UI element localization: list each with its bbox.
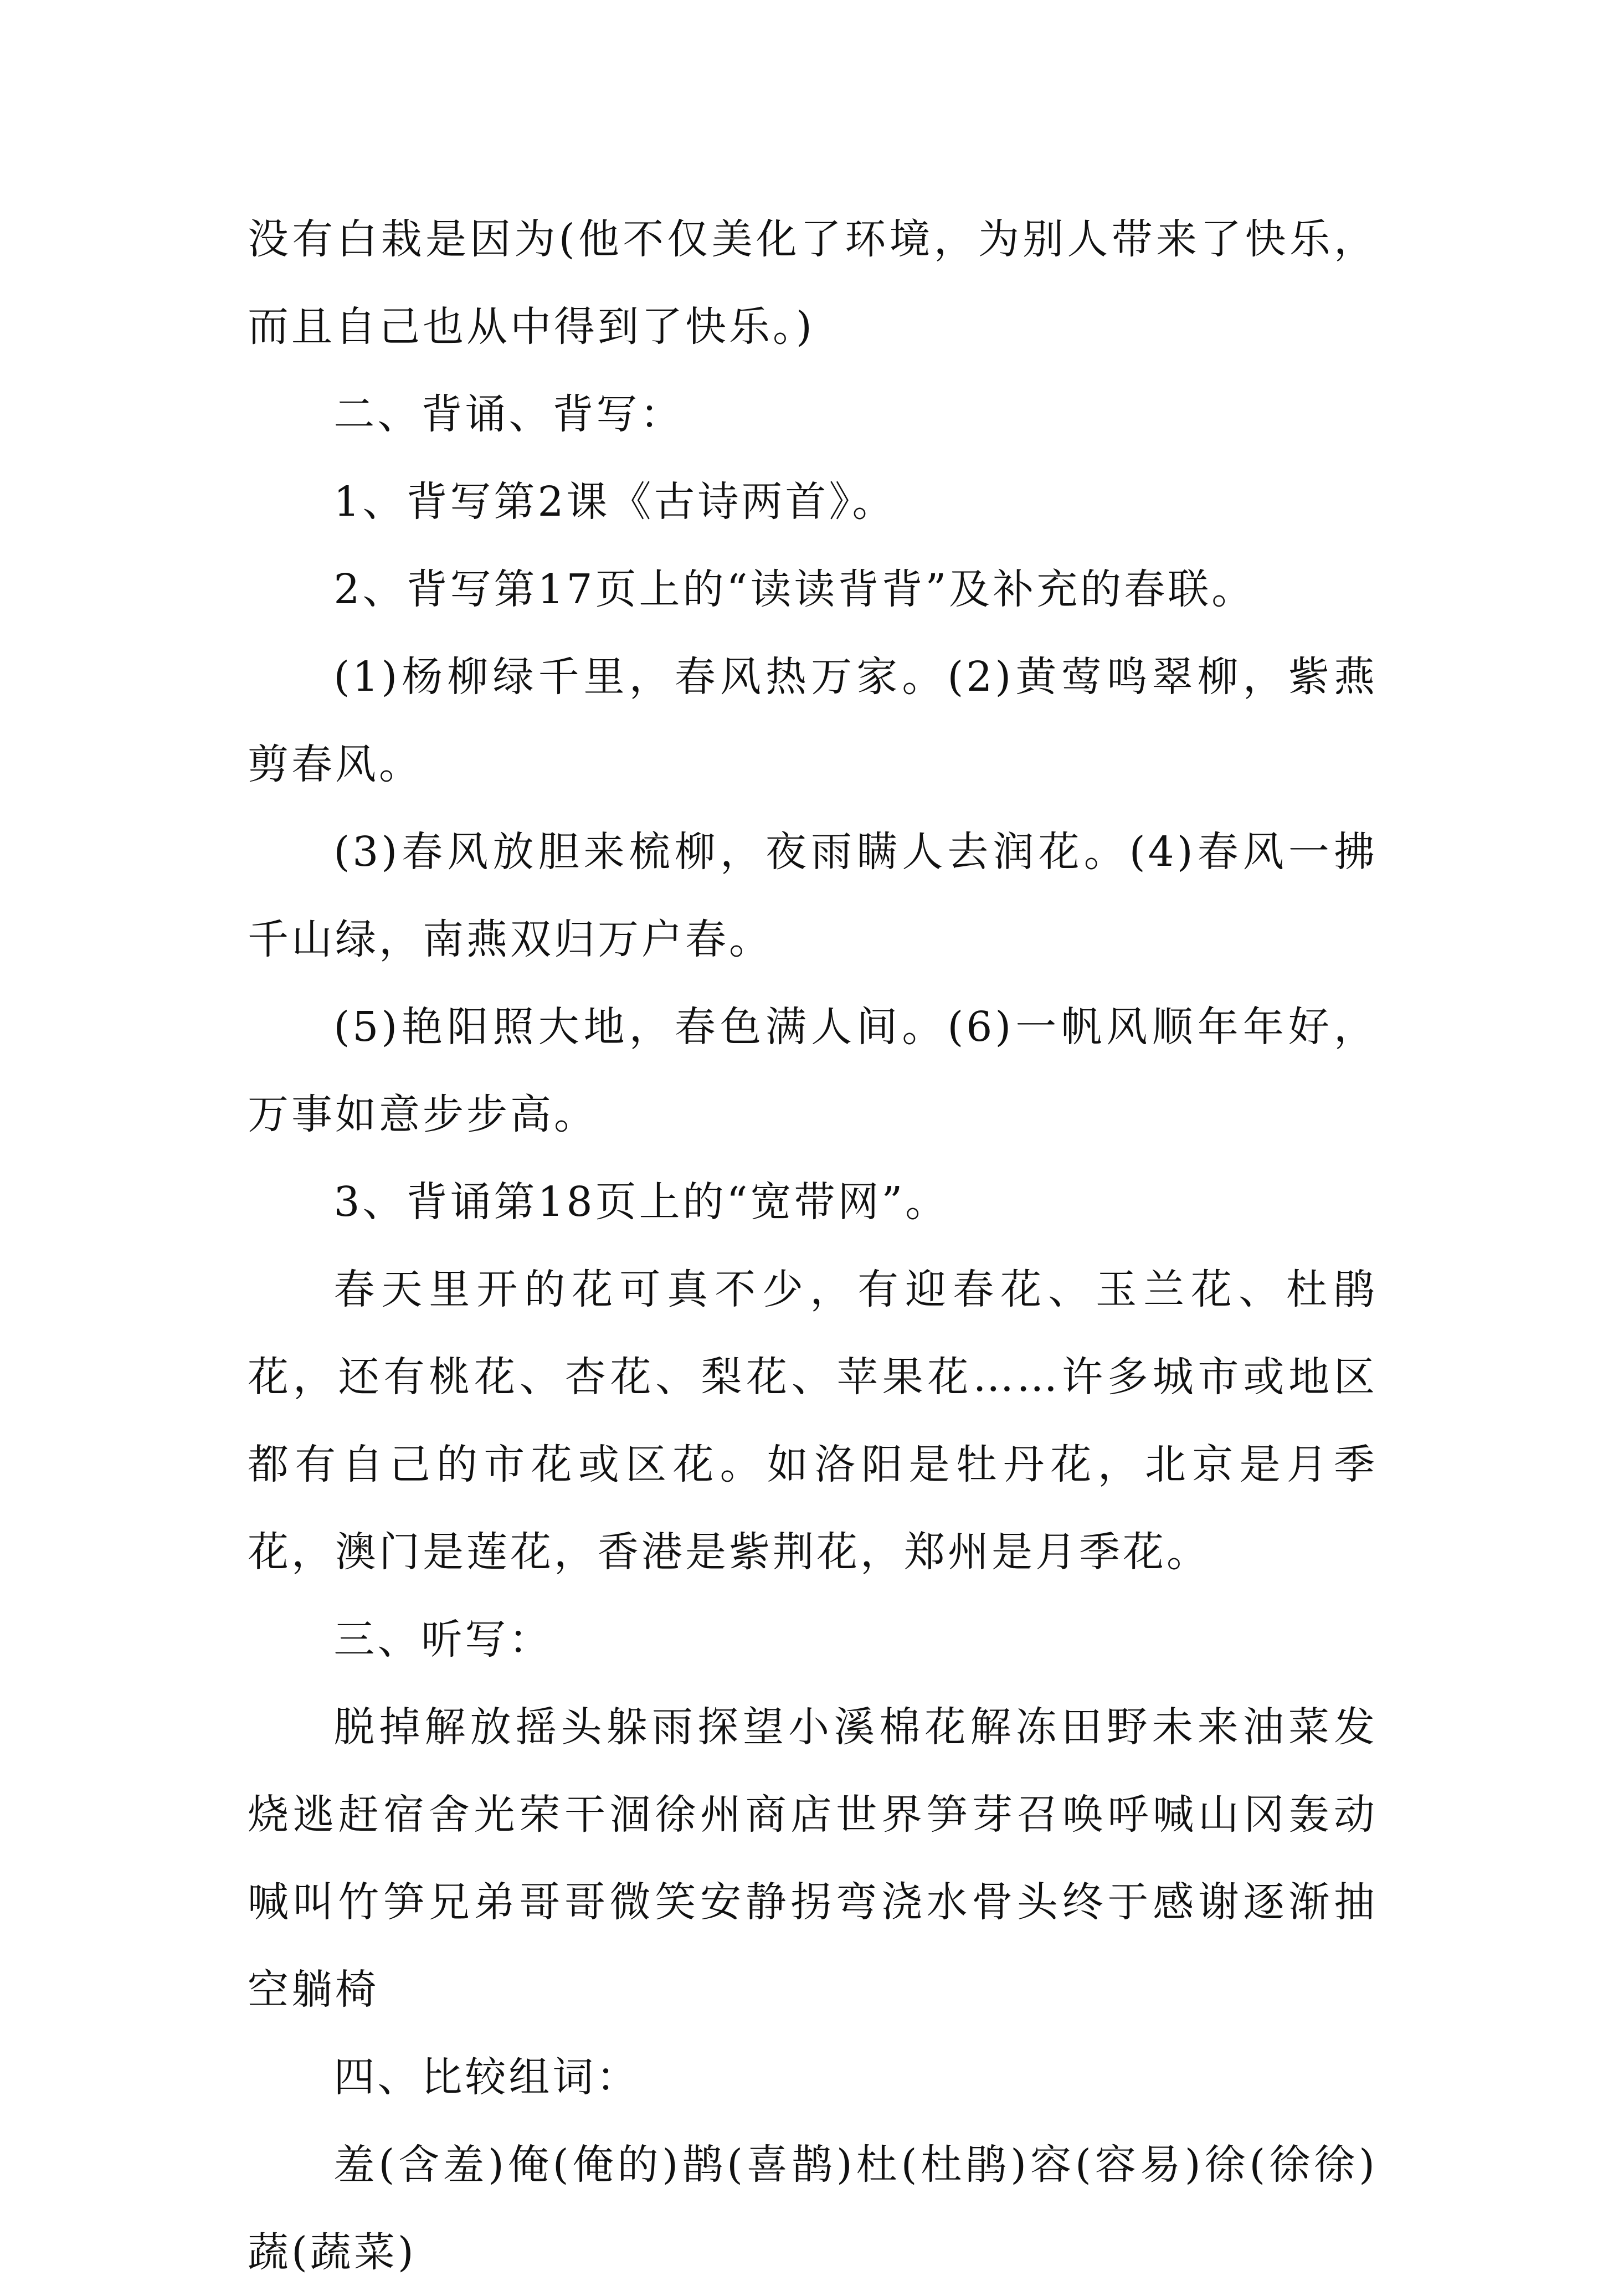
flowers-paragraph: 春天里开的花可真不少，有迎春花、玉兰花、杜鹃花，还有桃花、杏花、梨花、苹果花……许多城市或地区都有自己的市花或区花。如洛阳是牡丹花，北京是月季花，澳门是莲花，香港是紫荆花，郑州是月季花。 bbox=[248, 1266, 1378, 1576]
list-item-3: 3、背诵第18页上的“宽带网”。 bbox=[333, 1178, 949, 1226]
couplets-5-6: (5)艳阳照大地，春色满人间。(6)一帆风顺年年好，万事如意步步高。 bbox=[248, 1003, 1378, 1138]
compare-words: 羞(含羞)俺(俺的)鹊(喜鹊)杜(杜鹃)容(容易)徐(徐徐)蔬(蔬菜) bbox=[248, 2141, 1378, 2276]
dictation-words: 脱掉解放摇头躲雨探望小溪棉花解冻田野未来油菜发烧逃赶宿舍光荣干涸徐州商店世界笋芽召唤呼喊山冈轰动喊叫竹笋兄弟哥哥微笑安静拐弯浇水骨头终于感谢逐渐抽空躺椅 bbox=[248, 1703, 1378, 2014]
section-heading-recite: 二、背诵、背写： bbox=[333, 391, 684, 438]
list-item-2: 2、背写第17页上的“读读背背”及补充的春联。 bbox=[333, 566, 1256, 613]
list-item-1: 1、背写第2课《古诗两首》。 bbox=[333, 478, 896, 526]
couplets-1-2: (1)杨柳绿千里，春风热万家。(2)黄莺鸣翠柳，紫燕剪春风。 bbox=[248, 653, 1378, 788]
section-heading-dictation: 三、听写： bbox=[333, 1616, 553, 1663]
section-heading-compare: 四、比较组词： bbox=[333, 2053, 640, 2101]
document-body bbox=[248, 196, 1378, 2296]
paragraph-continuation: 没有白栽是因为(他不仅美化了环境，为别人带来了快乐，而且自己也从中得到了快乐。) bbox=[248, 215, 1378, 351]
couplets-3-4: (3)春风放胆来梳柳，夜雨瞒人去润花。(4)春风一拂千山绿，南燕双归万户春。 bbox=[248, 828, 1378, 963]
